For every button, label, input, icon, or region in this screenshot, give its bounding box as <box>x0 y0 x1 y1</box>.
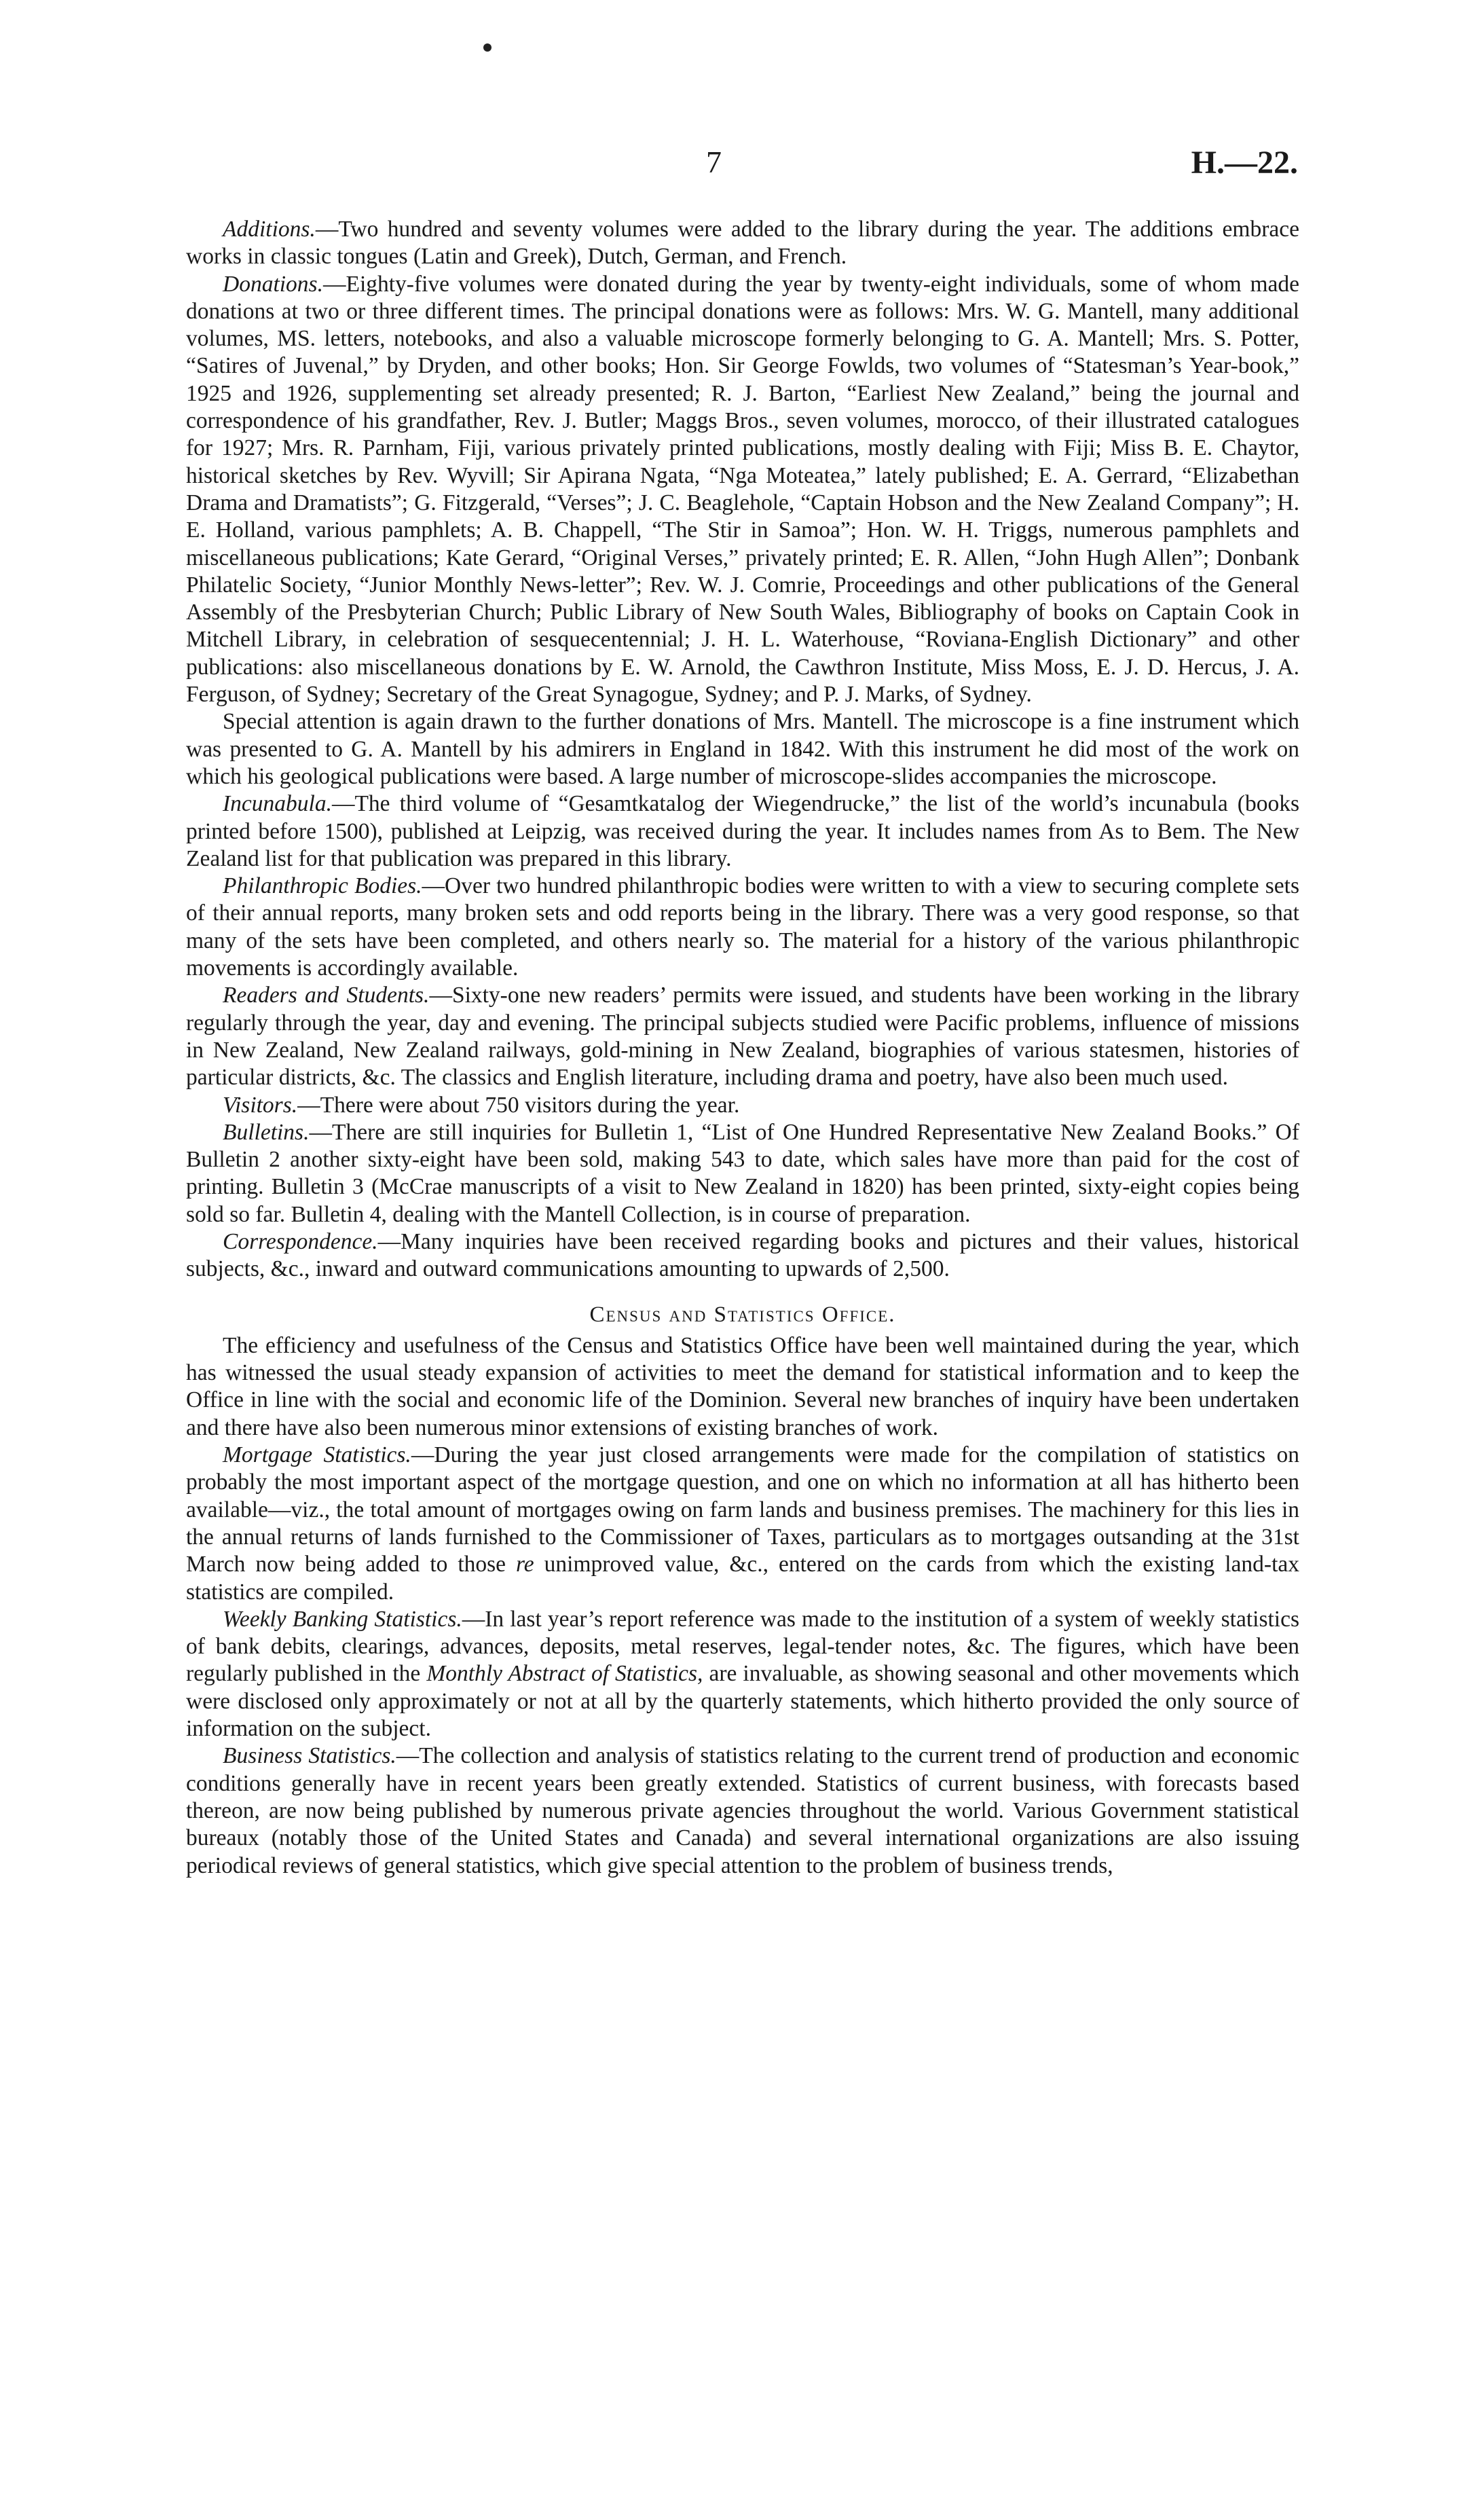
paragraph-lead: Weekly Banking Statistics. <box>223 1606 462 1632</box>
body-text <box>186 216 1299 1880</box>
paragraph-text: —During the year just closed arrangements were made for the compilation of statistics on probably the most important aspect of the mortgage question, and one on which no information at all has hitherto been available—viz., the total amount of mortgages owing on farm lands and business premises. The machinery for this lies in the annual returns of lands furnished to the Commissioner of Taxes, particulars as to mortgages outsanding at the 31st March now being added to those <box>186 1442 1299 1577</box>
paragraph-text: —In last year’s report reference was made to the institution of a system of weekly statistics of bank debits, clearings, advances, deposits, metal reserves, legal-tender notes, &c. The figures, which have been regularly published in the <box>186 1606 1299 1687</box>
paragraph-text: —The collection and analysis of statistics relating to the current trend of production and economic conditions generally have in recent years been greatly extended. Statistics of current business, with forecasts based thereon, are now being published by numerous private agencies throughout the world. Various Government statistical bureaux (notably those of the United States and Canada) and several international organizations are also issuing periodical reviews of general statistics, which give special attention to the problem of business trends, <box>186 1743 1299 1878</box>
page-number: 7 <box>706 145 722 179</box>
paragraph-lead: Mortgage Statistics. <box>223 1442 411 1468</box>
paragraph-text: —The third volume of “Gesamtkatalog der Wiegendrucke,” the list of the world’s incunabula (books printed before 1500), published at Leipzig, was received during the year. It includes names from As to Bem. The New Zealand list for that publication was prepared in this library. <box>186 791 1299 871</box>
section-heading: Census and Statistics Office. <box>589 1302 896 1327</box>
paragraph-lead: Business Statistics. <box>223 1743 396 1769</box>
paragraph-weekly-banking <box>186 1606 1299 1742</box>
paragraph-mortgage-statistics <box>186 1442 1299 1606</box>
paragraph-additions <box>186 216 1299 271</box>
printer-mark-dot <box>483 43 491 52</box>
italic-publication-title: Monthly Abstract of Statistics, <box>426 1661 703 1687</box>
paragraph-lead: Visitors. <box>223 1092 298 1118</box>
paragraph-lead: Incunabula. <box>223 791 332 817</box>
paragraph-text: —There were about 750 visitors during the year. <box>297 1092 740 1118</box>
paragraph-text: —Many inquiries have been received regarding books and pictures and their values, historical subjects, &c., inward and outward communications amounting to upwards of 2,500. <box>186 1228 1299 1282</box>
paragraph-business-statistics <box>186 1742 1299 1879</box>
paragraph-text: —Eighty-five volumes were donated during the year by twenty-eight individuals, some of whom made donations at two or three different times. The principal donations were as follows: Mrs. W. G. Mantell, many additional volumes, MS. letters, notebooks, and also a valuable microscope formerly belonging to G. A. Mantell; Mrs. S. Potter, “Satires of Juvenal,” by Dryden, and other books; Hon. Sir George Fowlds, two volumes of “Statesman’s Year-book,” 1925 and 1926, supplementing set already presented; R. J. Barton, “Earliest New Zealand,” being the journal and correspondence of his grandfather, Rev. J. Butler; Maggs Bros., seven volumes, morocco, of their illustrated catalogues for 1927; Mrs. R. Parnham, Fiji, various privately printed publications, mostly dealing with Fiji; Miss B. E. Chaytor, historical sketches by Rev. Wyvill; Sir Apirana Ngata, “Nga Moteatea,” lately published; E. A. Gerrard, “Elizabethan Drama and Dramatists”; G. Fitzgerald, “Verses”; J. C. Beaglehole, “Captain Hobson and the New Zealand Company”; H. E. Holland, various pamphlets; A. B. Chappell, “The Stir in Samoa”; Hon. W. H. Triggs, numerous pamphlets and miscellaneous publications; Kate Gerard, “Original Verses,” privately printed; E. R. Allen, “John Hugh Allen”; Donbank Philatelic Society, “Junior Monthly News-letter”; Rev. W. J. Comrie, Proceedings and other publications of the General Assembly of the Presbyterian Church; Public Library of New South Wales, Bibliography of books on Captain Cook in Mitchell Library, in celebration of sesquecentennial; J. H. L. Waterhouse, “Roviana-English Dictionary” and other publications: also miscellaneous donations by E. W. Arnold, the Cawthron Institute, Miss Moss, E. J. D. Hercus, J. A. Ferguson, of Sydney; Secretary of the Great Synagogue, Sydney; and P. J. Marks, of Sydney. <box>186 271 1299 708</box>
paragraph-text: unimproved value, &c., entered on the cards from which the existing land-tax statistics are compiled. <box>186 1552 1299 1605</box>
paragraph-text: —There are still inquiries for Bulletin 1, “List of One Hundred Representative New Zealand Books.” Of Bulletin 2 another sixty-eight have been sold, making 543 to date, which sales have more than paid for the cost of printing. Bulletin 3 (McCrae manuscripts of a visit to New Zealand in 1820) has been printed, sixty-eight copies being sold so far. Bulletin 4, dealing with the Mantell Collection, is in course of preparation. <box>186 1119 1299 1227</box>
paragraph-text: Special attention is again drawn to the further donations of Mrs. Mantell. The microscope is a fine instrument which was presented to G. A. Mantell by his admirers in England in 1842. With this instrument he did most of the work on which his geological publications were based. A large number of microscope-slides accompanies the microscope. <box>186 709 1299 789</box>
paragraph-lead: Correspondence. <box>223 1228 378 1254</box>
paragraph-text: are invaluable, as showing seasonal and other movements which were disclosed only approximately or not at all by the quarterly statements, which hitherto provided the only source of information on the subject. <box>186 1661 1300 1742</box>
paragraph-lead: Readers and Students. <box>223 983 430 1008</box>
paragraph-text: —Sixty-one new readers’ permits were issued, and students have been working in the library regularly through the year, day and evening. The principal subjects studied were Pacific problems, influence of missions in New Zealand, New Zealand railways, gold-mining in New Zealand, biographies of various statesmen, histories of particular districts, &c. The classics and English literature, including drama and poetry, have also been much used. <box>186 983 1299 1091</box>
paragraph-visitors <box>186 1092 1299 1119</box>
paragraph-lead: Philanthropic Bodies. <box>223 873 422 899</box>
paragraph-readers-students <box>186 982 1299 1091</box>
paragraph-lead: Donations. <box>223 271 323 297</box>
document-code: H.—22. <box>1191 145 1298 181</box>
paragraph-lead: Additions. <box>223 217 316 242</box>
paragraph-special-attention <box>186 708 1299 790</box>
paragraph-bulletins <box>186 1119 1299 1228</box>
paragraph-lead: Bulletins. <box>223 1119 310 1145</box>
paragraph-text: The efficiency and usefulness of the Census and Statistics Office have been well maintained during the year, which has witnessed the usual steady expansion of activities to meet the demand for statistical information and to keep the Office in line with the social and economic life of the Dominion. Several new branches of inquiry have been undertaken and there have also been numerous minor extensions of existing branches of work. <box>186 1332 1299 1440</box>
paragraph-donations <box>186 271 1299 709</box>
paragraph-philanthropic-bodies <box>186 873 1299 982</box>
paragraph-incunabula <box>186 790 1299 873</box>
paragraph-text: —Two hundred and seventy volumes were added to the library during the year. The additions embrace works in classic tongues (Latin and Greek), Dutch, German, and French. <box>186 217 1299 270</box>
page-header <box>0 144 1484 191</box>
paragraph-text: —Over two hundred philanthropic bodies were written to with a view to securing complete sets of their annual reports, many broken sets and odd reports being in the library. There was a very good response, so that many of the sets have been completed, and others nearly so. The material for a history of the various philanthropic movements is accordingly available. <box>186 873 1299 981</box>
paragraph-census-intro <box>186 1332 1299 1442</box>
paragraph-correspondence <box>186 1228 1299 1283</box>
italic-term: re <box>516 1552 534 1577</box>
